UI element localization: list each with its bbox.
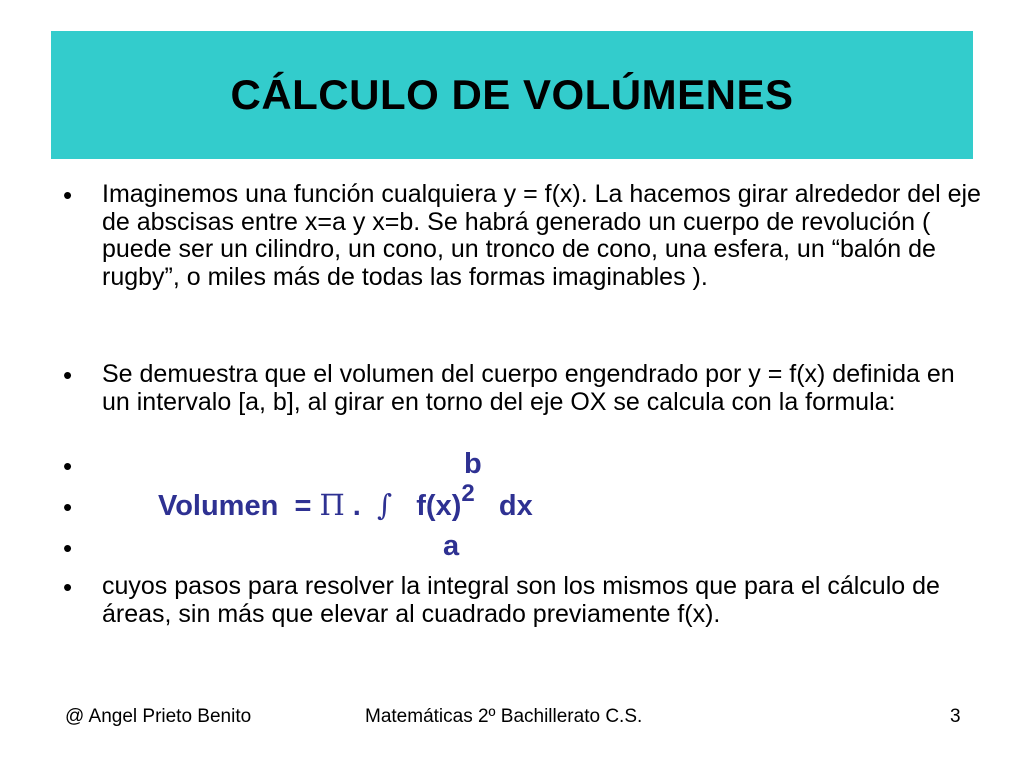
bullet-marker: • — [63, 572, 73, 602]
footer-course: Matemáticas 2º Bachillerato C.S. — [365, 706, 643, 727]
formula-function: f(x) — [416, 490, 462, 522]
formula-exponent: 2 — [461, 480, 475, 507]
bullet-marker: • — [63, 451, 73, 481]
bullet-marker: • — [63, 180, 73, 210]
formula-lower-limit: a — [443, 530, 460, 562]
footer-page-number: 3 — [950, 706, 961, 727]
formula-dot: . — [352, 490, 361, 522]
formula-differential: dx — [498, 490, 533, 522]
paragraph-theorem: Se demuestra que el volumen del cuerpo engendrado por y = f(x) definida en un intervalo [a, b], al girar en torno del eje OX se calcula con la formula: — [102, 360, 955, 416]
bullet-marker: • — [63, 360, 73, 390]
slide-title: CÁLCULO DE VOLÚMENES — [230, 71, 794, 118]
integral-symbol: ∫ — [376, 488, 393, 522]
bullet-marker: • — [63, 492, 73, 522]
formula-main — [158, 480, 533, 523]
paragraph-conclusion: cuyos pasos para resolver la integral son los mismos que para el cálculo de áreas, sin más que elevar al cuadrado previamente f(x). — [102, 572, 940, 628]
bullet-marker: • — [63, 533, 73, 563]
footer-author: @ Angel Prieto Benito — [65, 706, 252, 727]
formula-upper-limit: b — [464, 448, 482, 480]
paragraph-intro: Imaginemos una función cualquiera y = f(x). La hacemos girar alrededor del eje de abscisas entre x=a y x=b. Se habrá generado un cuerpo de revolución ( puede ser un cilindro, un cono, un tronco de cono, una esfera, un “balón de rugby”, o miles más de todas las formas imaginables ). — [102, 180, 981, 291]
formula-equals: = — [294, 490, 312, 522]
title-bar — [51, 31, 973, 159]
formula-label: Volumen — [158, 490, 279, 522]
pi-symbol: Π — [319, 488, 345, 522]
